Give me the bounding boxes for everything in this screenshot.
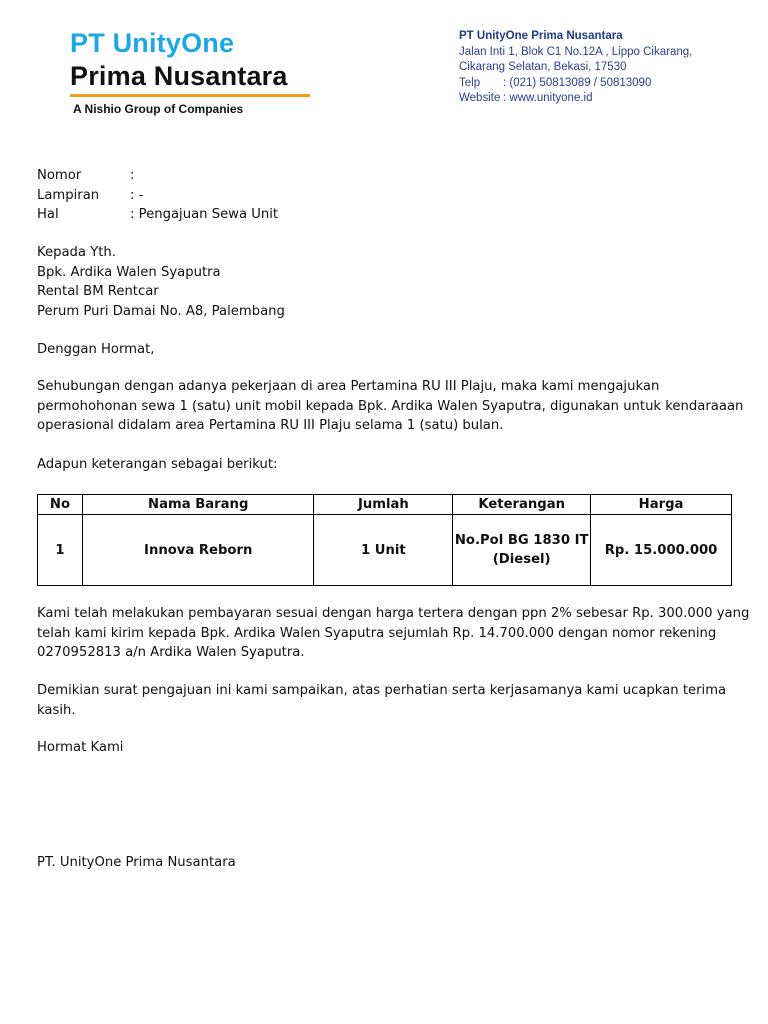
closing-line2: kasih. bbox=[37, 702, 76, 718]
cell-nama-barang: Innova Reborn bbox=[82, 515, 314, 586]
telp-line bbox=[459, 76, 759, 92]
payment-line2: telah kami kirim kepada Bpk. Ardika Walen Syaputra sejumlah Rp. 14.700.000 dengan nomor rekening bbox=[37, 625, 717, 641]
recipient-line4: Perum Puri Damai No. A8, Palembang bbox=[37, 303, 285, 319]
keterangan-line2: (Diesel) bbox=[492, 552, 551, 567]
logo-line1: PT UnityOne bbox=[70, 28, 235, 58]
telp-label: Telp bbox=[459, 76, 481, 89]
telp-value: : (021) 50813089 / 50813090 bbox=[503, 76, 652, 89]
signoff: Hormat Kami bbox=[37, 740, 124, 755]
meta-nomor bbox=[37, 168, 134, 183]
recipient-line1: Kepada Yth. bbox=[37, 245, 116, 260]
website-value: : www.unityone.id bbox=[503, 92, 593, 104]
intro-line3: operasional didalam area Pertamina RU III Plaju selama 1 (satu) bulan. bbox=[37, 418, 504, 434]
payment-paragraph bbox=[37, 604, 750, 663]
nomor-label: Nomor bbox=[37, 168, 82, 183]
header-no: No bbox=[38, 495, 83, 515]
lampiran-label: Lampiran bbox=[37, 188, 100, 203]
meta-lampiran bbox=[37, 188, 143, 203]
table-header-row bbox=[38, 495, 732, 515]
recipient-block bbox=[37, 243, 737, 321]
intro-paragraph bbox=[37, 377, 744, 436]
payment-line3: 0270952813 a/n Ardika Walen Syaputra. bbox=[37, 645, 305, 661]
logo-orange-rule bbox=[70, 94, 310, 97]
company-address-block bbox=[459, 29, 759, 107]
items-table bbox=[37, 494, 732, 586]
header-jumlah: Jumlah bbox=[314, 495, 453, 515]
hal-label: Hal bbox=[37, 207, 59, 222]
logo-line2: Prima Nusantara bbox=[70, 61, 288, 91]
company-logo bbox=[70, 28, 320, 116]
header-nama-barang: Nama Barang bbox=[82, 495, 314, 515]
website-line bbox=[459, 91, 759, 107]
closing-line1: Demikian surat pengajuan ini kami sampaikan, atas perhatian serta kerjasamanya kami ucapkan terima bbox=[37, 683, 727, 698]
address-line2: Cikarang Selatan, Bekasi, 17530 bbox=[459, 61, 627, 73]
greeting: Denggan Hormat, bbox=[37, 342, 155, 357]
header-harga: Harga bbox=[591, 495, 732, 515]
table-row bbox=[38, 515, 732, 586]
cell-no: 1 bbox=[38, 515, 83, 586]
lampiran-value: : - bbox=[130, 188, 144, 203]
details-intro: Adapun keterangan sebagai berikut: bbox=[37, 457, 278, 472]
cell-keterangan bbox=[453, 515, 591, 586]
address-line1: Jalan Inti 1, Blok C1 No.12A , Lippo Cikarang, bbox=[459, 45, 693, 58]
signatory: PT. UnityOne Prima Nusantara bbox=[37, 855, 236, 870]
payment-line1: Kami telah melakukan pembayaran sesuai dengan harga tertera dengan ppn 2% sebesar Rp. 300.000 yang bbox=[37, 606, 750, 621]
logo-tagline: A Nishio Group of Companies bbox=[73, 102, 244, 116]
closing-paragraph bbox=[37, 681, 737, 720]
intro-line2: permohohonan sewa 1 (satu) unit mobil kepada Bpk. Ardika Walen Syaputra, digunakan untuk kendaraaan bbox=[37, 398, 744, 414]
recipient-line3: Rental BM Rentcar bbox=[37, 284, 159, 300]
cell-jumlah: 1 Unit bbox=[314, 515, 453, 586]
meta-hal bbox=[37, 207, 278, 222]
company-name: PT UnityOne Prima Nusantara bbox=[459, 30, 623, 42]
website-label: Website bbox=[459, 92, 501, 104]
header-keterangan: Keterangan bbox=[453, 495, 591, 515]
keterangan-line1: No.Pol BG 1830 IT bbox=[454, 533, 589, 548]
recipient-line2: Bpk. Ardika Walen Syaputra bbox=[37, 264, 221, 280]
cell-harga: Rp. 15.000.000 bbox=[591, 515, 732, 586]
hal-value: : Pengajuan Sewa Unit bbox=[130, 207, 279, 222]
nomor-value: : bbox=[130, 168, 135, 183]
intro-line1: Sehubungan dengan adanya pekerjaan di area Pertamina RU III Plaju, maka kami mengajukan bbox=[37, 379, 660, 394]
